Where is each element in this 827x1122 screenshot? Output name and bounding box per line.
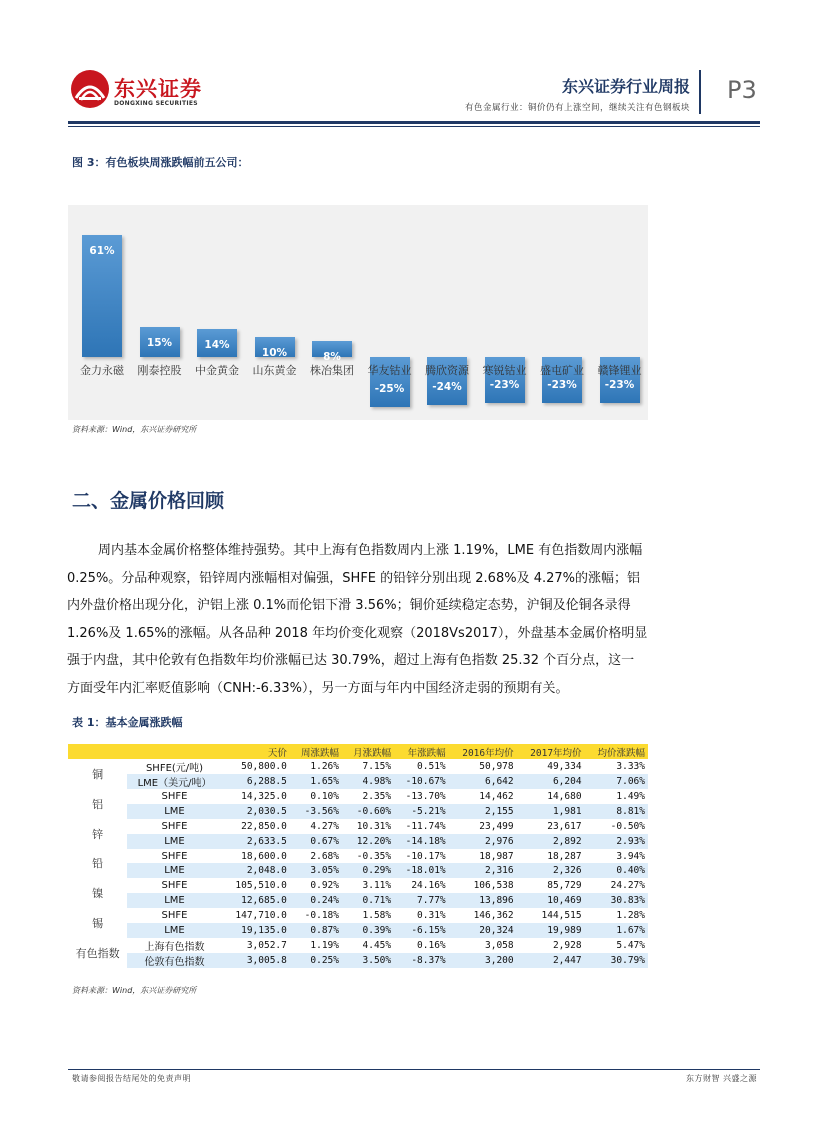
table-cell: 0.29% — [342, 863, 394, 878]
table-cell: 2,048.0 — [222, 863, 290, 878]
table-cell: 3,200 — [449, 953, 517, 968]
table-cell: 2.68% — [290, 849, 342, 864]
table-row — [68, 938, 648, 953]
table-row — [68, 953, 648, 968]
paragraph-line: 1.26%及 1.65%的涨幅。从各品种 2018 年均价变化观察（2018Vs2017），外盘基本金属价格明显 — [67, 625, 648, 641]
table-cell: 19,135.0 — [222, 923, 290, 938]
table-cell: 18,987 — [449, 849, 517, 864]
market-cell: SHFE — [127, 908, 222, 923]
table-header-cell: 2016年均价 — [449, 744, 517, 759]
table-cell: 6,642 — [449, 774, 517, 789]
table-row — [68, 863, 648, 878]
table-cell: -13.70% — [394, 789, 449, 804]
market-cell: SHFE — [127, 789, 222, 804]
chart-data-label: 15% — [146, 337, 173, 349]
table-cell: 18,287 — [517, 849, 585, 864]
chart-data-label: 8% — [323, 351, 341, 363]
table-cell: -10.17% — [394, 849, 449, 864]
page-number: P3 — [727, 76, 757, 104]
table-cell: 18,600.0 — [222, 849, 290, 864]
chart-category-label: 刚泰控股 — [137, 364, 182, 377]
table-row — [68, 893, 648, 908]
market-cell: LME — [127, 923, 222, 938]
table-header-cell — [68, 744, 127, 759]
bar-chart — [68, 205, 648, 420]
chart-category-label: 山东黄金 — [252, 364, 297, 377]
table-cell: 24.16% — [394, 878, 449, 893]
header-rule — [68, 121, 760, 124]
chart-category-label: 中金黄金 — [195, 364, 239, 377]
table-cell: -6.15% — [394, 923, 449, 938]
chart-data-label: 14% — [204, 339, 230, 351]
table-cell: 3.33% — [585, 759, 648, 774]
paragraph-line: 强于内盘，其中伦敦有色指数年均价涨幅已达 30.79%，超过上海有色指数 25.32 个百分点，这一 — [67, 653, 635, 668]
table-cell: 3,005.8 — [222, 953, 290, 968]
chart-category-label: 金力永磁 — [80, 364, 124, 377]
table-cell: 3.11% — [342, 878, 394, 893]
metal-name-cell: 铝 — [68, 789, 127, 819]
header-rule-thin — [68, 126, 760, 127]
footer-rule — [68, 1069, 760, 1070]
table-cell: 3.05% — [290, 863, 342, 878]
chart-data-label: -24% — [432, 381, 462, 393]
market-cell: SHFE — [127, 878, 222, 893]
paragraph-line: 周内基本金属价格整体维持强势。其中上海有色指数周内上涨 1.19%，LME 有色指数周内涨幅 — [98, 543, 643, 558]
chart-category-label: 赣锋锂业 — [597, 364, 642, 377]
chart-data-label: 10% — [261, 347, 288, 359]
metal-name-cell: 有色指数 — [68, 938, 127, 968]
market-cell: SHFE — [127, 819, 222, 834]
table-cell: 12.20% — [342, 834, 394, 849]
header-divider — [699, 70, 701, 114]
chart-category-label: 华友钴业 — [367, 364, 412, 377]
table-cell: 10,469 — [517, 893, 585, 908]
table-cell: 23,499 — [449, 819, 517, 834]
market-cell: 上海有色指数 — [127, 938, 222, 953]
table-cell: 0.25% — [290, 953, 342, 968]
section-paragraph — [67, 537, 758, 702]
table-cell: 85,729 — [517, 878, 585, 893]
table-title: 表 1：基本金属涨跌幅 — [72, 716, 183, 729]
table-cell: 1.49% — [585, 789, 648, 804]
market-cell: LME — [127, 893, 222, 908]
table-cell: 30.83% — [585, 893, 648, 908]
table-header-cell — [127, 744, 222, 759]
table-cell: 20,324 — [449, 923, 517, 938]
paragraph-line: 方面受年内汇率贬值影响（CNH:-6.33%），另一方面与年内中国经济走弱的预期有关。 — [67, 680, 569, 696]
table-cell: -5.21% — [394, 804, 449, 819]
table-cell: -0.35% — [342, 849, 394, 864]
table-cell: 49,334 — [517, 759, 585, 774]
table-row — [68, 789, 648, 804]
table-row — [68, 878, 648, 893]
table-row — [68, 804, 648, 819]
table-cell: -11.74% — [394, 819, 449, 834]
table-cell: 0.67% — [290, 834, 342, 849]
table-cell: 7.15% — [342, 759, 394, 774]
metal-name-cell: 铅 — [68, 849, 127, 879]
table-header-cell: 2017年均价 — [517, 744, 585, 759]
table-cell: 1.26% — [290, 759, 342, 774]
table-cell: 22,850.0 — [222, 819, 290, 834]
chart-data-label: -25% — [374, 383, 405, 395]
footer-slogan: 东方财智 兴盛之源 — [685, 1074, 757, 1083]
table-cell: 2,633.5 — [222, 834, 290, 849]
chart-category-label: 盛屯矿业 — [540, 364, 584, 377]
table-row — [68, 923, 648, 938]
metal-name-cell: 锡 — [68, 908, 127, 938]
table-cell: 3.94% — [585, 849, 648, 864]
table-cell: 0.92% — [290, 878, 342, 893]
table-cell: 14,462 — [449, 789, 517, 804]
report-title: 东兴证券行业周报 — [561, 77, 690, 96]
table-row — [68, 819, 648, 834]
table-cell: 2,447 — [517, 953, 585, 968]
table-cell: 147,710.0 — [222, 908, 290, 923]
table-cell: 144,515 — [517, 908, 585, 923]
chart-data-label: -23% — [547, 379, 577, 391]
company-logo — [71, 70, 109, 108]
table-cell: 0.24% — [290, 893, 342, 908]
table-cell: -0.18% — [290, 908, 342, 923]
company-name: 东兴证券 — [114, 77, 202, 101]
report-subtitle: 有色金属行业：铜价仍有上涨空间，继续关注有色钢板块 — [464, 103, 690, 113]
table-row — [68, 759, 648, 774]
table-cell: 2,155 — [449, 804, 517, 819]
table-cell: 0.16% — [394, 938, 449, 953]
table-cell: 2,030.5 — [222, 804, 290, 819]
table-cell: 105,510.0 — [222, 878, 290, 893]
table-cell: 12,685.0 — [222, 893, 290, 908]
table-cell: 2,976 — [449, 834, 517, 849]
table-cell: 146,362 — [449, 908, 517, 923]
table-cell: 0.39% — [342, 923, 394, 938]
table-cell: -10.67% — [394, 774, 449, 789]
chart-data-label: -23% — [489, 379, 520, 391]
table-cell: 5.47% — [585, 938, 648, 953]
table-cell: 6,288.5 — [222, 774, 290, 789]
table-cell: -14.18% — [394, 834, 449, 849]
table-cell: 0.10% — [290, 789, 342, 804]
market-cell: LME — [127, 804, 222, 819]
chart-category-label: 腾欣资源 — [425, 364, 469, 377]
table-cell: 3.50% — [342, 953, 394, 968]
table-cell: 14,680 — [517, 789, 585, 804]
market-cell: LME — [127, 834, 222, 849]
table-header-cell: 天价 — [222, 744, 290, 759]
table-cell: 1.58% — [342, 908, 394, 923]
table-cell: 2.93% — [585, 834, 648, 849]
table-cell: 1,981 — [517, 804, 585, 819]
disclaimer-note: 敬请参阅报告结尾处的免责声明 — [72, 1074, 191, 1083]
market-cell: 伦敦有色指数 — [127, 953, 222, 968]
table-cell: 3,058 — [449, 938, 517, 953]
table-cell: 2,326 — [517, 863, 585, 878]
table-row — [68, 774, 648, 789]
table-cell: -3.56% — [290, 804, 342, 819]
paragraph-line: 0.25%。分品种观察，铅锌周内涨幅相对偏强，SHFE 的铅锌分别出现 2.68%及 4.27%的涨幅；铝 — [67, 570, 641, 586]
table-cell: 50,800.0 — [222, 759, 290, 774]
chart-data-label: -23% — [604, 379, 635, 391]
table-cell: 1.65% — [290, 774, 342, 789]
table-cell: 0.40% — [585, 863, 648, 878]
table-cell: 10.31% — [342, 819, 394, 834]
company-name-en: DONGXING SECURITIES — [114, 100, 198, 107]
table-cell: 3,052.7 — [222, 938, 290, 953]
table-source: 资料来源：Wind，东兴证券研究所 — [72, 986, 197, 995]
metal-name-cell: 锌 — [68, 819, 127, 849]
metal-name-cell: 铜 — [68, 759, 127, 789]
table-cell: 1.67% — [585, 923, 648, 938]
table-cell: 13,896 — [449, 893, 517, 908]
table-header-cell: 年涨跌幅 — [394, 744, 449, 759]
table-cell: -18.01% — [394, 863, 449, 878]
metal-name-cell: 镍 — [68, 878, 127, 908]
paragraph-line: 内外盘价格出现分化，沪铝上涨 0.1%而伦铝下滑 3.56%；铜价延续稳定态势，沪铜及伦铜各录得 — [67, 598, 631, 613]
table-header-row — [68, 744, 648, 759]
table-row — [68, 908, 648, 923]
chart-data-label: 61% — [89, 245, 115, 257]
table-cell: 106,538 — [449, 878, 517, 893]
table-row — [68, 849, 648, 864]
table-cell: 14,325.0 — [222, 789, 290, 804]
table-cell: 0.51% — [394, 759, 449, 774]
table-cell: 0.31% — [394, 908, 449, 923]
table-cell: 24.27% — [585, 878, 648, 893]
table-cell: 19,989 — [517, 923, 585, 938]
table-cell: 2,316 — [449, 863, 517, 878]
table-header-cell: 均价涨跌幅 — [585, 744, 648, 759]
table-cell: -8.37% — [394, 953, 449, 968]
figure-title: 图 3：有色板块周涨跌幅前五公司： — [72, 156, 249, 169]
table-cell: 50,978 — [449, 759, 517, 774]
table-cell: 2,892 — [517, 834, 585, 849]
table-cell: 4.98% — [342, 774, 394, 789]
table-row — [68, 834, 648, 849]
table-cell: 7.77% — [394, 893, 449, 908]
market-cell: LME（美元/吨） — [127, 774, 222, 789]
table-cell: 1.28% — [585, 908, 648, 923]
table-cell: -0.50% — [585, 819, 648, 834]
table-cell: 2.35% — [342, 789, 394, 804]
table-cell: 1.19% — [290, 938, 342, 953]
table-cell: 2,928 — [517, 938, 585, 953]
market-cell: LME — [127, 863, 222, 878]
section-title: 二、金属价格回顾 — [72, 490, 225, 512]
table-cell: 6,204 — [517, 774, 585, 789]
table-cell: 4.45% — [342, 938, 394, 953]
table-cell: -0.60% — [342, 804, 394, 819]
table-header-cell: 周涨跌幅 — [290, 744, 342, 759]
market-cell: SHFE — [127, 849, 222, 864]
chart-category-label: 寒锐钴业 — [482, 364, 527, 377]
table-cell: 8.81% — [585, 804, 648, 819]
metal-price-table — [68, 744, 648, 968]
table-cell: 0.71% — [342, 893, 394, 908]
table-header-cell: 月涨跌幅 — [342, 744, 394, 759]
chart-category-label: 株冶集团 — [310, 364, 354, 377]
table-cell: 0.87% — [290, 923, 342, 938]
market-cell: SHFE(元/吨) — [127, 759, 222, 774]
table-cell: 30.79% — [585, 953, 648, 968]
table-cell: 23,617 — [517, 819, 585, 834]
table-cell: 7.06% — [585, 774, 648, 789]
table-cell: 4.27% — [290, 819, 342, 834]
figure-source: 资料来源：Wind，东兴证券研究所 — [72, 425, 197, 434]
